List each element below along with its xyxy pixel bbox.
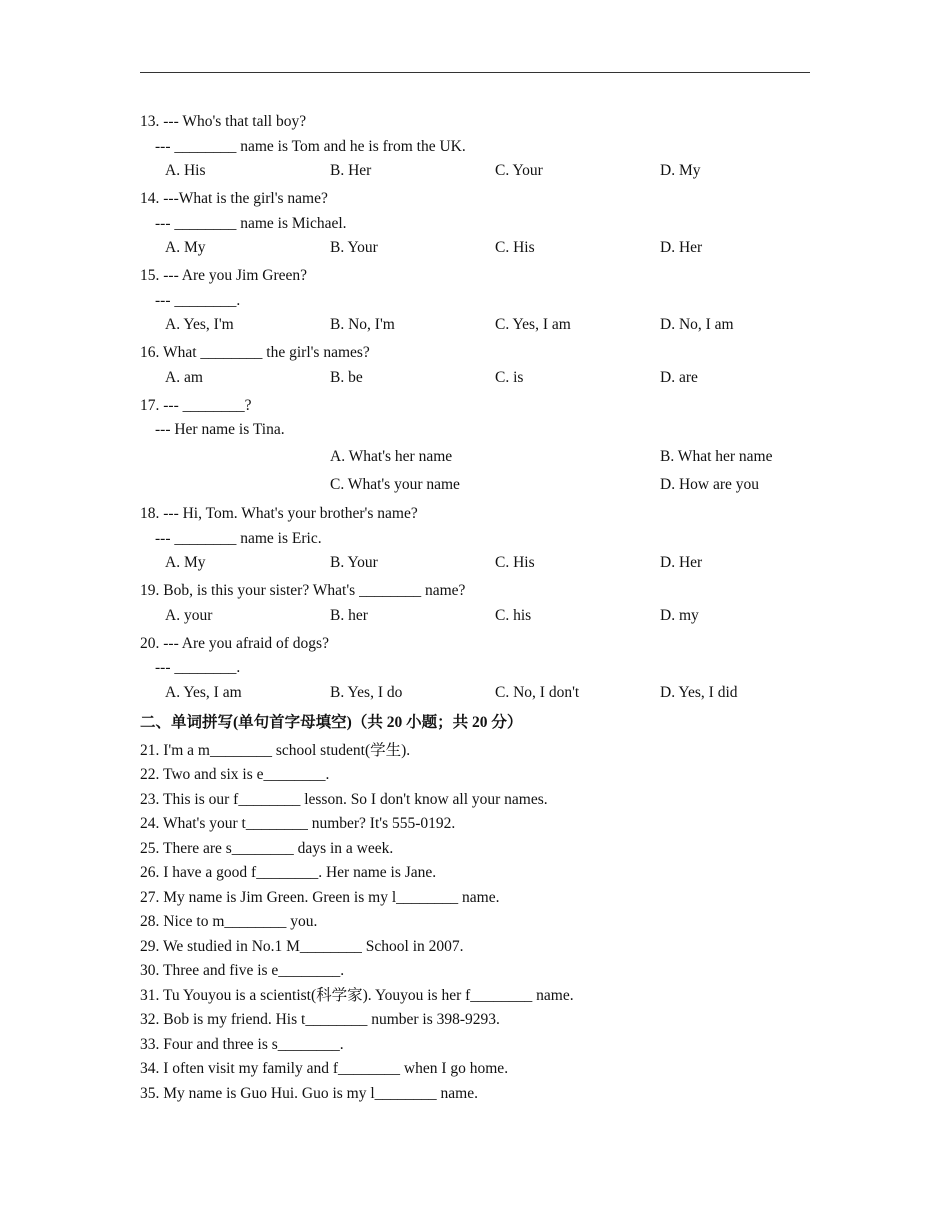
spelling-item: 34. I often visit my family and f________ when I go home. (140, 1060, 509, 1077)
spelling-item: 24. What's your t________ number? It's 555-0192. (140, 815, 456, 832)
question-dialogue-line: --- Her name is Tina. (155, 421, 285, 438)
question-dialogue-line: --- ________ name is Eric. (155, 529, 322, 547)
question-stem: 17. --- ________? (140, 396, 252, 414)
spelling-list (140, 739, 820, 1107)
spelling-item: 27. My name is Jim Green. Green is my l________ name. (140, 888, 500, 906)
answer-options-row-1 (140, 443, 820, 471)
spelling-item: 30. Three and five is e________. (140, 962, 345, 979)
option-a[interactable]: A. My (165, 554, 206, 571)
option-a[interactable]: A. My (165, 239, 206, 256)
question-stem: 19. Bob, is this your sister? What's ________ name? (140, 582, 466, 599)
option-d[interactable]: D. No, I am (660, 316, 734, 333)
option-b[interactable]: B. No, I'm (330, 316, 395, 333)
spelling-item: 31. Tu Youyou is a scientist(科学家). Youyou is her f________ name. (140, 986, 574, 1004)
option-b[interactable]: B. Yes, I do (330, 683, 403, 701)
option-c[interactable]: C. his (495, 606, 532, 624)
question-18 (140, 502, 820, 576)
option-c[interactable]: C. Your (495, 162, 543, 179)
option-c[interactable]: C. What's your name (330, 475, 460, 493)
question-dialogue-line: --- ________ name is Michael. (155, 214, 347, 232)
question-13 (140, 110, 820, 184)
question-stem: 14. ---What is the girl's name? (140, 190, 328, 207)
answer-options (140, 236, 820, 261)
option-a[interactable]: A. Yes, I'm (165, 316, 234, 333)
option-d[interactable]: D. How are you (660, 475, 760, 493)
option-b[interactable]: B. her (330, 606, 368, 624)
option-d[interactable]: D. Her (660, 554, 703, 571)
question-stem: 15. --- Are you Jim Green? (140, 267, 308, 284)
answer-options (140, 604, 820, 629)
option-a[interactable]: A. am (165, 368, 203, 386)
spelling-item: 32. Bob is my friend. His t________ number is 398-9293. (140, 1011, 500, 1028)
section-title: 二、单词拼写(单句首字母填空)（共 20 小题；共 20 分） (140, 713, 523, 731)
spelling-item: 28. Nice to m________ you. (140, 913, 318, 930)
spelling-item: 25. There are s________ days in a week. (140, 839, 394, 857)
option-d[interactable]: D. My (660, 162, 701, 179)
option-a[interactable]: A. your (165, 606, 213, 624)
question-dialogue-line: --- ________. (155, 659, 241, 676)
option-a[interactable]: A. His (165, 162, 206, 179)
question-dialogue-line: --- ________ name is Tom and he is from the UK. (155, 137, 466, 155)
spelling-item: 29. We studied in No.1 M________ School in 2007. (140, 937, 464, 955)
worksheet-content (140, 110, 820, 1106)
option-b[interactable]: B. What her name (660, 447, 773, 465)
question-dialogue-line: --- ________. (155, 291, 241, 309)
answer-options-row-2 (140, 471, 820, 499)
answer-options (140, 551, 820, 576)
spelling-item: 23. This is our f________ lesson. So I don't know all your names. (140, 790, 548, 808)
question-16 (140, 341, 820, 390)
question-stem: 16. What ________ the girl's names? (140, 344, 370, 361)
header-rule (140, 72, 810, 73)
answer-options (140, 366, 820, 391)
answer-options (140, 159, 820, 184)
spelling-item: 33. Four and three is s________. (140, 1035, 344, 1053)
answer-options (140, 681, 820, 706)
answer-options (140, 313, 820, 338)
option-a[interactable]: A. What's her name (330, 447, 453, 465)
option-d[interactable]: D. my (660, 606, 699, 624)
question-stem: 18. --- Hi, Tom. What's your brother's name? (140, 505, 418, 522)
question-15 (140, 264, 820, 338)
question-20 (140, 632, 820, 706)
option-b[interactable]: B. Your (330, 554, 378, 571)
option-d[interactable]: D. are (660, 368, 698, 386)
option-c[interactable]: C. No, I don't (495, 683, 580, 701)
option-b[interactable]: B. be (330, 368, 363, 386)
question-19 (140, 579, 820, 628)
option-d[interactable]: D. Her (660, 239, 703, 256)
question-17 (140, 394, 820, 499)
option-c[interactable]: C. is (495, 368, 524, 386)
option-c[interactable]: C. His (495, 239, 535, 256)
spelling-item: 21. I'm a m________ school student(学生). (140, 741, 411, 759)
spelling-item: 26. I have a good f________. Her name is Jane. (140, 864, 437, 881)
spelling-item: 22. Two and six is e________. (140, 766, 330, 783)
option-c[interactable]: C. Yes, I am (495, 316, 571, 333)
question-stem: 20. --- Are you afraid of dogs? (140, 634, 329, 652)
option-b[interactable]: B. Your (330, 239, 378, 256)
option-c[interactable]: C. His (495, 554, 535, 571)
option-d[interactable]: D. Yes, I did (660, 683, 738, 701)
option-a[interactable]: A. Yes, I am (165, 683, 242, 701)
question-14 (140, 187, 820, 261)
question-stem: 13. --- Who's that tall boy? (140, 113, 307, 130)
spelling-item: 35. My name is Guo Hui. Guo is my l________ name. (140, 1084, 478, 1102)
option-b[interactable]: B. Her (330, 162, 372, 179)
